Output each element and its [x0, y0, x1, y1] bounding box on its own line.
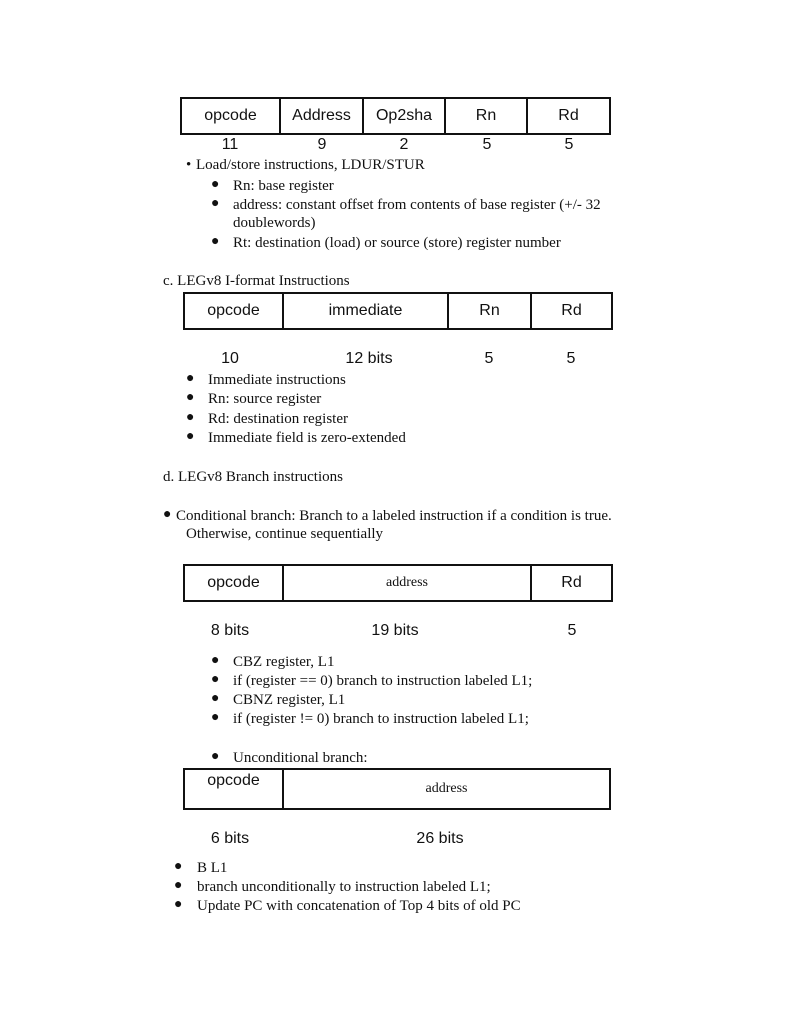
rformat-field-opcode: opcode — [182, 99, 281, 133]
cb-bits-rd: 5 — [567, 622, 577, 639]
iformat-field-rn: Rn — [449, 294, 532, 328]
bullet-dot: ● — [211, 653, 220, 668]
bullet-dot: ● — [186, 410, 195, 425]
rformat-field-rn: Rn — [446, 99, 528, 133]
bullet-dot: ● — [211, 177, 220, 192]
rformat-bits-rd: 5 — [564, 136, 574, 153]
iformat-bullet-4: Immediate field is zero-extended — [208, 430, 406, 446]
b-bits-address: 26 bits — [416, 830, 464, 847]
iformat-field-opcode: opcode — [185, 294, 284, 328]
bullet-dot: ● — [211, 691, 220, 706]
bullet-dot: ● — [211, 710, 220, 725]
iformat-title: c. LEGv8 I-format Instructions — [163, 273, 350, 289]
b-bullet-3: Update PC with concatenation of Top 4 bits of old PC — [197, 898, 521, 914]
rformat-heading-bullet: • — [186, 157, 192, 173]
iformat-field-diagram — [183, 292, 613, 330]
bullet-dot: ● — [174, 878, 183, 893]
iformat-field-immediate: immediate — [284, 294, 449, 328]
rformat-field-address: Address — [281, 99, 364, 133]
branch-conditional-line1: Conditional branch: Branch to a labeled instruction if a condition is true. — [176, 508, 612, 524]
rformat-field-rd: Rd — [558, 107, 579, 124]
rformat-bits-opcode: 11 — [221, 136, 239, 153]
bullet-dot: ● — [211, 672, 220, 687]
cb-bullet-4: if (register != 0) branch to instruction labeled L1; — [233, 711, 529, 727]
cb-field-diagram — [183, 564, 613, 602]
b-field-address: address — [425, 781, 468, 796]
iformat-bits-rn: 5 — [484, 350, 494, 367]
b-bullet-1: B L1 — [197, 860, 228, 876]
cb-bits-opcode: 8 bits — [210, 622, 250, 639]
bullet-dot: ● — [211, 196, 220, 211]
rformat-bullet-rn: Rn: base register — [233, 178, 334, 194]
rformat-bits-rn: 5 — [482, 136, 492, 153]
rformat-bullet-address-cont: doublewords) — [233, 215, 316, 231]
iformat-bits-rd: 5 — [566, 350, 576, 367]
b-bullet-2: branch unconditionally to instruction labeled L1; — [197, 879, 491, 895]
b-field-diagram — [183, 768, 611, 810]
bullet-dot: ● — [186, 429, 195, 444]
iformat-bullet-2: Rn: source register — [208, 391, 322, 407]
bullet-dot: ● — [211, 749, 220, 764]
iformat-bullet-3: Rd: destination register — [208, 411, 348, 427]
branch-conditional-line2: Otherwise, continue sequentially — [186, 526, 384, 542]
bullet-dot: ● — [211, 234, 220, 249]
b-field-opcode: opcode — [185, 770, 284, 808]
rformat-heading: Load/store instructions, LDUR/STUR — [196, 157, 425, 173]
rformat-bullet-address: address: constant offset from contents of base register (+/- 32 — [233, 197, 601, 213]
cb-field-opcode: opcode — [185, 566, 284, 600]
iformat-bullet-1: Immediate instructions — [208, 372, 346, 388]
branch-title: d. LEGv8 Branch instructions — [163, 469, 343, 485]
uncond-branch-label: Unconditional branch: — [233, 750, 368, 766]
bullet-dot: ● — [186, 390, 195, 405]
rformat-field-op2sha: Op2sha — [364, 99, 446, 133]
cb-bullet-2: if (register == 0) branch to instruction labeled L1; — [233, 673, 533, 689]
bullet-dot: ● — [174, 897, 183, 912]
cb-bullet-3: CBNZ register, L1 — [233, 692, 346, 708]
rformat-bullet-rt: Rt: destination (load) or source (store) register number — [233, 235, 561, 251]
rformat-field-diagram — [180, 97, 611, 135]
rformat-bits-address: 9 — [317, 136, 327, 153]
iformat-bits-opcode: 10 — [221, 350, 239, 367]
cb-field-rd: Rd — [561, 574, 582, 591]
cb-bullet-1: CBZ register, L1 — [233, 654, 335, 670]
bullet-dot: ● — [174, 859, 183, 874]
cb-bits-address: 19 bits — [371, 622, 419, 639]
rformat-bits-op2sha: 2 — [399, 136, 409, 153]
cb-field-address: address — [284, 566, 532, 600]
bullet-dot: ● — [186, 371, 195, 386]
iformat-field-rd: Rd — [561, 302, 582, 319]
iformat-bits-immediate: 12 bits — [345, 350, 393, 367]
bullet-dot: ● — [163, 507, 172, 522]
b-bits-opcode: 6 bits — [210, 830, 250, 847]
